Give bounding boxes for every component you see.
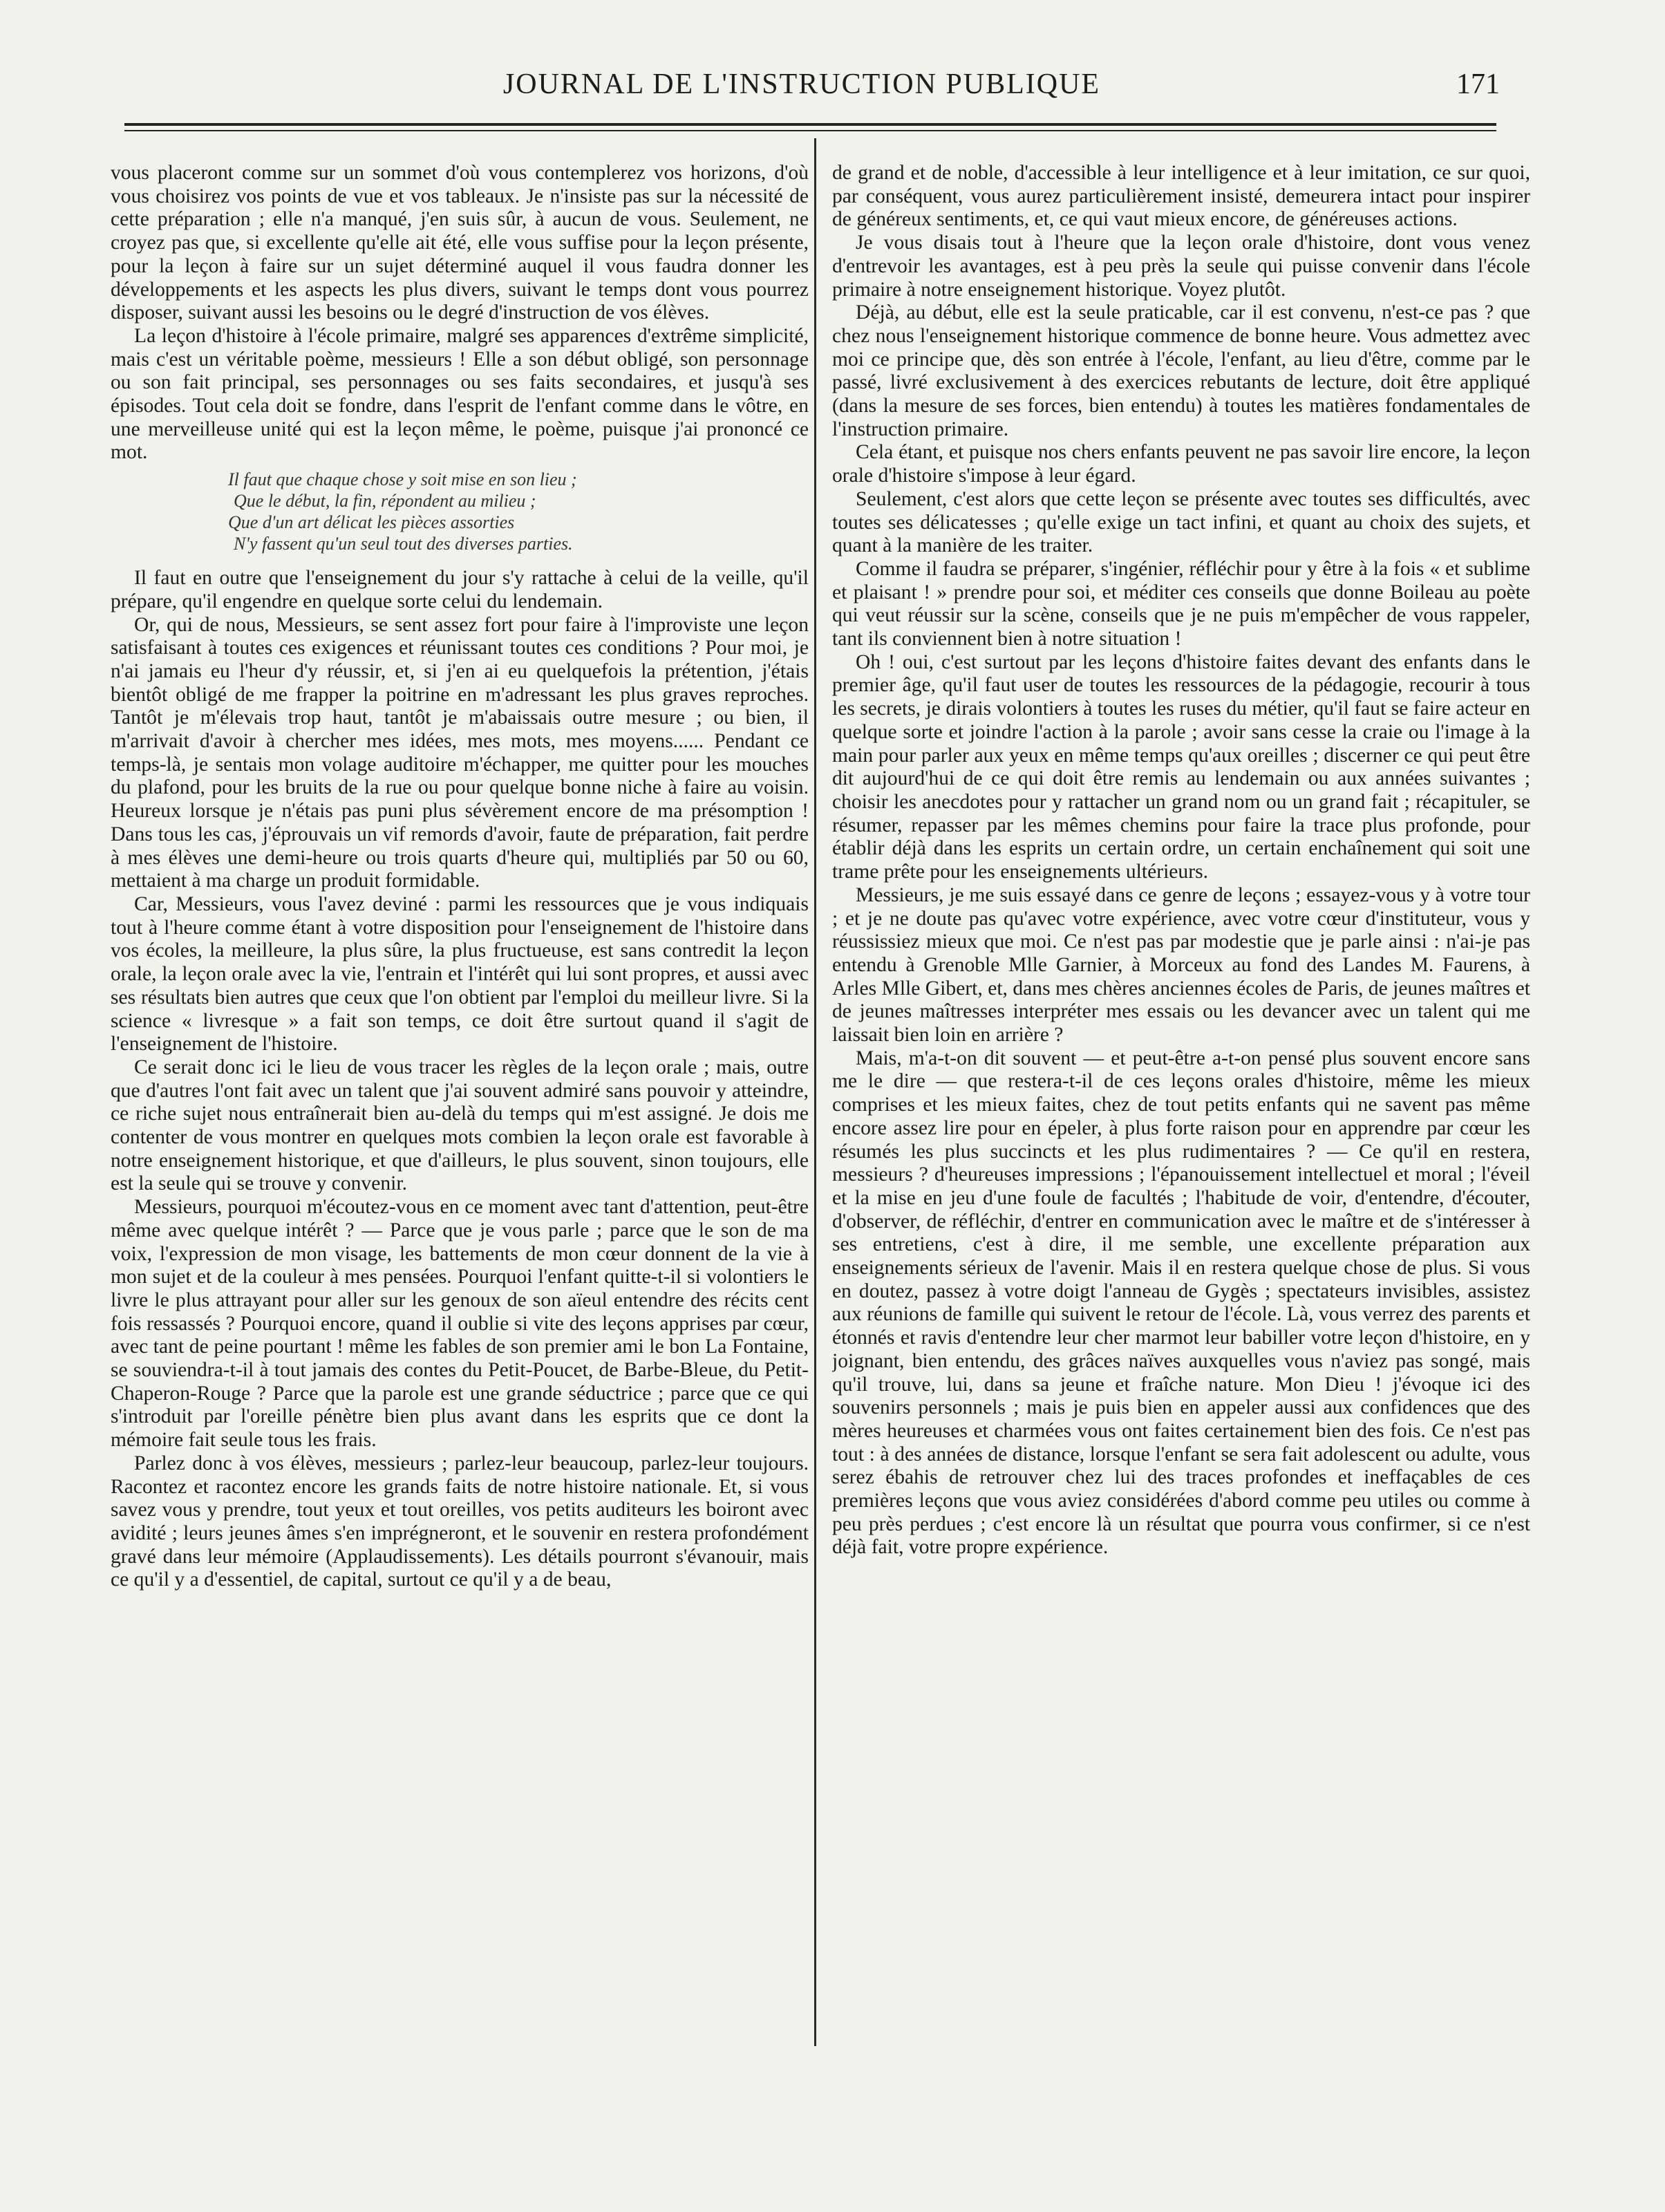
paragraph: Cela étant, et puisque nos chers enfants peuvent ne pas savoir lire encore, la leçon orale d'histoire s'impose à leur égard. [832,441,1530,487]
paragraph: Il faut en outre que l'enseignement du jour s'y rattache à celui de la veille, qu'il prépare, qu'il engendre en quelque sorte celui du lendemain. [111,567,809,612]
running-title: JOURNAL DE L'INSTRUCTION PUBLIQUE [502,68,1101,100]
paragraph: Oh ! oui, c'est surtout par les leçons d'histoire faites devant des enfants dans le premier âge, qu'il faut user de toutes les ressources de la pédagogie, recourir à tous les secrets, je dirais volontiers à toutes les ruses du métier, qu'il faut se faire acteur en quelque sorte et joindre l'action à la parole ; avoir sans cesse la craie ou l'image à la main pour parler aux yeux en même temps qu'aux oreilles ; discerner ce qui peut être dit aujourd'hui de ce qui doit être remis au lendemain ou aux années suivantes ; choisir les anecdotes pour y rattacher un grand nom ou un grand fait ; récapituler, se résumer, repasser par les mêmes chemins pour faire la trace plus profonde, pour établir déjà dans les esprits un certain ordre, un certain enchaînement qui soit une trame prête pour les enseignements ultérieurs. [832,650,1530,883]
right-column [832,162,1530,2056]
verse-line: N'y fassent qu'un seul tout des diverses parties. [234,534,573,554]
page-number: 171 [1456,68,1500,100]
header-rule-thick [124,123,1496,126]
column-divider [814,138,816,2046]
paragraph: Comme il faudra se préparer, s'ingénier, réfléchir pour y être à la fois « et sublime et plaisant ! » prendre pour soi, et méditer ces conseils que donne Boileau au poète qui veut réussir sur la scène, conseils que je ne puis m'empêcher de vous rappeler, tant ils conviennent bien à notre situation ! [832,557,1530,650]
paragraph: Seulement, c'est alors que cette leçon se présente avec toutes ses difficultés, avec toutes ses délicatesses ; qu'elle exige un tact infini, et quant au choix des sujets, et quant à la manière de les traiter. [832,487,1530,557]
page-header [104,68,1500,109]
verse-line: Que d'un art délicat les pièces assorties [228,512,515,533]
paragraph: Car, Messieurs, vous l'avez deviné : parmi les ressources que je vous indiquais tout à l'heure comme étant à votre disposition pour l'enseignement de l'histoire dans vos écoles, la meilleure, la plus sûre, la plus fructueuse, est sans contredit la leçon orale, la leçon orale avec la vie, l'entrain et l'intérêt qui lui sont propres, et aussi avec ses résultats bien autres que ceux que l'on obtient par l'emploi du meilleur livre. Si la science « livresque » a fait son temps, ce doit être surtout quand il s'agit de l'enseignement de l'histoire. [111,892,809,1056]
paragraph: Messieurs, pourquoi m'écoutez-vous en ce moment avec tant d'attention, peut-être même avec quelque intérêt ? — Parce que je vous parle ; parce que le son de ma voix, l'expression de mon visage, les battements de mon cœur donnent de la vie à mon sujet et de la couleur à mes pensées. Pourquoi l'enfant quitte-t-il si volontiers le livre le plus attrayant pour aller sur les genoux de son aïeul entendre des récits cent fois ressassés ? Pourquoi encore, quand il oublie si vite des leçons apprises par cœur, avec tant de peine pourtant ! même les fables de son premier ami le bon La Fontaine, se souviendra-t-il à tout jamais des contes du Petit-Poucet, de Barbe-Bleue, du Petit-Chaperon-Rouge ? Parce que la parole est une grande séductrice ; parce que ce qui s'introduit par l'oreille pénètre bien plus avant dans les esprits que ce dont la mémoire fait seule tous les frais. [111,1196,809,1452]
left-column [111,162,809,2056]
paragraph: vous placeront comme sur un sommet d'où vous contemplerez vos horizons, d'où vous choisirez vos points de vue et vos tableaux. Je n'insiste pas sur la nécessité de cette préparation ; elle n'a manqué, j'en suis sûr, à aucun de vous. Seulement, ne croyez pas que, si excellente qu'elle ait été, elle vous suffise pour la leçon présente, pour la leçon à faire sur un sujet déterminé auquel il vous faudra donner les développements et les aspects les plus divers, suivant le temps dont vous pourrez disposer, suivant aussi les besoins ou le degré d'instruction de vos élèves. [111,162,809,324]
header-rule-thin [124,130,1496,131]
paragraph: La leçon d'histoire à l'école primaire, malgré ses apparences d'extrême simplicité, mais c'est un véritable poème, messieurs ! Elle a son début obligé, son personnage ou son fait principal, ses personnages ou ses faits secondaires, et jusqu'à ses épisodes. Tout cela doit se fondre, dans l'esprit de l'enfant comme dans le vôtre, en une merveilleuse unité qui est la leçon même, le poème, puisque j'ai prononcé ce mot. [111,324,809,464]
paragraph: Parlez donc à vos élèves, messieurs ; parlez-leur beaucoup, parlez-leur toujours. Racontez et racontez encore les grands faits de notre histoire nationale. Et, si vous savez vous y prendre, tout yeux et tout oreilles, vos petits auditeurs les boiront avec avidité ; leurs jeunes âmes s'en imprégneront, et le souvenir en restera profondément gravé dans leur mémoire (Applaudissements). Les détails pourront s'évanouir, mais ce qu'il y a d'essentiel, de capital, surtout ce qu'il y a de beau, [111,1452,809,1591]
paragraph: Mais, m'a-t-on dit souvent — et peut-être a-t-on pensé plus souvent encore sans me le dire — que restera-t-il de ces leçons orales d'histoire, même les mieux comprises et les mieux faites, chez de tout petits enfants qui ne savent pas même encore assez lire pour en épeler, à plus forte raison pour en apprendre par cœur les résumés les plus succincts et les plus rudimentaires ? — Ce qu'il en restera, messieurs ? d'heureuses impressions ; l'épanouissement intellectuel et moral ; l'éveil et la mise en jeu d'une foule de facultés ; l'habitude de voir, d'entendre, d'écouter, d'observer, de réfléchir, d'entrer en communication avec le maître et de s'intéresser à ses entretiens, c'est à dire, il me semble, une excellente préparation aux enseignements sérieux de l'avenir. Mais il en restera quelque chose de plus. Si vous en doutez, passez à votre doigt l'anneau de Gygès ; spectateurs invisibles, assistez aux réunions de famille qui suivent le retour de l'école. Là, vous verrez des parents et étonnés et ravis d'entendre leur cher marmot leur babiller votre leçon d'histoire, en y joignant, bien entendu, des grâces naïves auxquelles vous n'aviez pas songé, mais qu'il trouve, lui, dans sa jeune et fraîche nature. Mon Dieu ! j'évoque ici des souvenirs personnels ; mais je puis bien en appeler aussi aux confidences que des mères heureuses et charmées vous ont faites certainement bien des fois. Ce n'est pas tout : à des années de distance, lorsque l'enfant se sera fait adolescent ou adulte, vous serez ébahis de retrouver chez lui des traces profondes et ineffaçables de ces premières leçons que vous aviez considérées d'abord comme peu utiles ou comme à peu près perdues ; c'est encore là un résultat que pourra vous confirmer, si ce n'est déjà fait, votre propre expérience. [832,1047,1530,1559]
paragraph: Ce serait donc ici le lieu de vous tracer les règles de la leçon orale ; mais, outre que d'autres l'ont fait avec un talent que j'ai souvent admiré sans pouvoir y atteindre, ce riche sujet nous entraînerait bien au-delà du temps qui m'est assigné. Je dois me contenter de vous montrer en quelques mots combien la leçon orale est favorable à notre enseignement historique, et que d'ailleurs, le plus souvent, sinon toujours, elle est la seule qui se trouve y convenir. [111,1056,809,1195]
verse-line: Que le début, la fin, répondent au milieu ; [234,491,536,512]
paragraph: Déjà, au début, elle est la seule praticable, car il est convenu, n'est-ce pas ? que chez nous l'enseignement historique commence de bonne heure. Vous admettez avec moi ce principe que, dès son entrée à l'école, l'enfant, au lieu d'être, comme par le passé, livré exclusivement à des exercices rebutants de lecture, doit être appliqué (dans la mesure de ses forces, bien entendu) à toutes les matières fondamentales de l'instruction primaire. [832,301,1530,440]
verse-quotation [228,469,809,554]
paragraph: Messieurs, je me suis essayé dans ce genre de leçons ; essayez-vous y à votre tour ; et je ne doute pas qu'avec votre expérience, avec votre cœur d'instituteur, vous y réussissiez mieux que moi. Ce n'est pas par modestie que je parle ainsi : n'ai-je pas entendu à Grenoble Mlle Garnier, à Morceux au fond des Landes M. Faurens, à Arles Mlle Gibert, et, dans mes chères anciennes écoles de Paris, de jeunes maîtres et de jeunes maîtresses interpréter mes essais ou les devancer avec un talent qui me laissait bien loin en arrière ? [832,883,1530,1047]
verse-line: Il faut que chaque chose y soit mise en son lieu ; [228,469,577,490]
paragraph: de grand et de noble, d'accessible à leur intelligence et à leur imitation, ce sur quoi, par conséquent, vous aurez particulièrement insisté, demeurera intact pour inspirer de généreux sentiments, et, ce qui vaut mieux encore, de généreuses actions. [832,162,1530,231]
paragraph: Or, qui de nous, Messieurs, se sent assez fort pour faire à l'improviste une leçon satisfaisant à toutes ces exigences et réunissant toutes ces conditions ? Pour moi, je n'ai jamais eu l'heur d'y réussir, et, si j'en ai eu quelquefois la prétention, j'étais bientôt obligé de me frapper la poitrine en m'adressant les plus graves reproches. Tantôt je m'élevais trop haut, tantôt je m'abaissais outre mesure ; ou bien, il m'arrivait d'avoir à chercher mes idées, mes mots, mes moyens...... Pendant ce temps-là, je sentais mon volage auditoire m'échapper, me quitter pour les mouches du plafond, pour les bruits de la rue ou pour quelque bonne niche à faire au voisin. Heureux lorsque je n'étais pas puni plus sévèrement encore de ma présomption ! Dans tous les cas, j'éprouvais un vif remords d'avoir, faute de préparation, fait perdre à mes élèves une demi-heure ou trois quarts d'heure qui, multipliés par 50 ou 60, mettaient à ma charge un produit formidable. [111,613,809,892]
paragraph: Je vous disais tout à l'heure que la leçon orale d'histoire, dont vous venez d'entrevoir les avantages, est à peu près la seule qui puisse convenir dans l'école primaire à notre enseignement historique. Voyez plutôt. [832,232,1530,301]
